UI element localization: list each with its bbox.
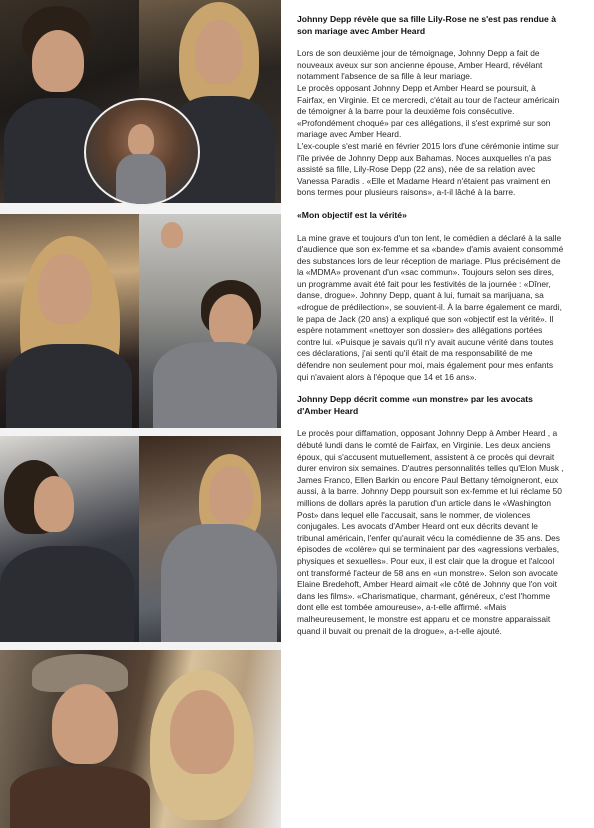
photo-amber-heard-hand-on-chest	[0, 214, 139, 428]
section-title-monstre: Johnny Depp décrit comme «un monstre» par les avocats d'Amber Heard	[297, 394, 533, 416]
article-text	[297, 14, 564, 648]
photo-column	[0, 0, 281, 828]
section-body-monstre: Le procès pour diffamation, opposant Johnny Depp à Amber Heard , a débuté lundi dans le comté de Fairfax, en Virginie. Les deux anciens époux, qui s'accusent mutuellement, assistent à ce procès qui devrait durer environ six semaines. D'autres personnalités telles qu'Elon Musk , James Franco, Ellen Barkin ou encore Paul Bettany témoigneront, eux aussi, à la barre. Johnny Depp poursuit son ex-femme et lui réclame 50 millions de dollars après la parution d'un article dans le «Washington Post» dans lequel elle l'accusait, sans le nommer, de violences conjugales. Les avocats d'Amber Heard ont eux décrits devant le tribunal américain, l'enfer qu'aurait vécu la comédienne de 35 ans. Des épisodes de «colère» qui se terminaient par des «agressions verbales, physiques et sexuelles». Pour eux, il est clair que la drogue et l'alcool ont transformé l'acteur de 58 ans en «un monstre». Selon son avocate Elaine Bredehoft, Amber Heard aimait «le côté de Johnny que l'on voit dans les films». «Charismatique, charmant, généreux, c'est l'homme dont elle est tombée amoureuse», a-t-elle affirmé. «Mais malheureusement, le monstre est apparu et ce monstre apparaissait quand il buvait ou prenait de la drogue», a-t-elle ajouté.	[297, 428, 564, 636]
photo-johnny-depp-writing	[0, 436, 139, 642]
photo-amber-heard-grey-suit	[139, 436, 281, 642]
photo-johnny-depp-raised-fist	[139, 214, 281, 428]
article-title: Johnny Depp révèle que sa fille Lily-Rose ne s'est pas rendue à son mariage avec Amber Heard	[297, 14, 556, 36]
section-title-objectif: «Mon objectif est la vérité»	[297, 209, 407, 220]
section-body-objectif: La mine grave et toujours d'un ton lent, le comédien a déclaré à la salle d'audience que son ex-femme et sa «bande» d'amis avaient consommé des substances lors de leur réception de mariage. Plus précisément de la «MDMA» provenant d'un «sac commun». Toujours selon ses dires, un programme avait été fait pour les festivités de la journée : «Dîner, danse, drogue». Johnny Depp, quant à lui, fumait sa marijuana, sa «drogue de prédilection», se souvient-il. À la barre également ce mardi, le papa de Jack (20 ans) a expliqué que son «objectif est la vérité». Il espère notamment «nettoyer son dossier» des allégations portées contre lui. «Puisque je savais qu'il n'y avait aucune vérité dans toutes ces déclarations, j'ai senti qu'il était de ma responsabilité de me défendre non seulement pour moi, mais également pour mes enfants qui n'avaient alors à l'époque que 14 et 16 ans».	[297, 232, 564, 382]
photo-johnny-depp-inset	[84, 98, 200, 206]
article-intro: Lors de son deuxième jour de témoignage, Johnny Depp a fait de nouveaux aveux sur son ancienne épouse, Amber Heard, révélant notamment l'absence de sa fille à leur mariage. Le procès opposant Johnny Depp et Amber Heard se poursuit, à Fairfax, en Virginie. Et ce mercredi, c'était au tour de l'acteur américain de témoigner à la barre pour la deuxième fois consécutive. «Profondément choqué» par ces allégations, il s'est exprimé sur son mariage avec Amber Heard. L'ex-couple s'est marié en février 2015 lors d'une cérémonie intime sur l'île privée de Johnny Depp aux Bahamas. Noces auxquelles n'a pas assisté sa fille, Lily-Rose Depp (22 ans), née de sa relation avec Vanessa Paradis . «Elle et Madame Heard n'étaient pas vraiment en bons termes pour plusieurs raisons», a-t-il lâché à la barre.	[297, 48, 560, 198]
photo-depp-heard-red-carpet	[0, 650, 281, 828]
